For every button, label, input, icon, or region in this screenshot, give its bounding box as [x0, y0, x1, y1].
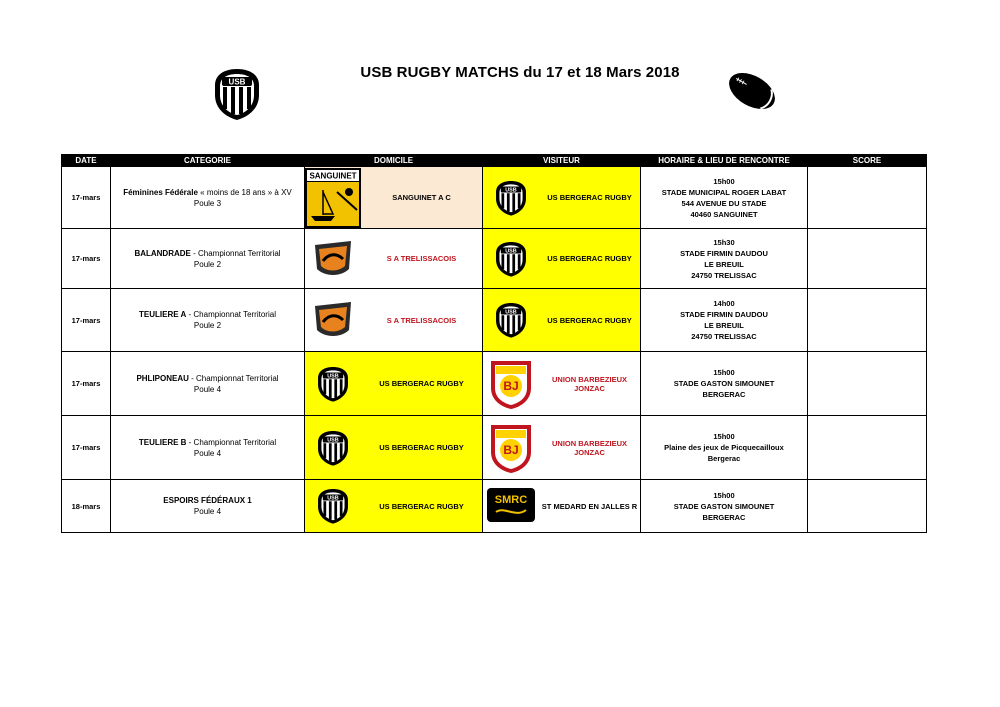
match-time: 15h00	[713, 432, 735, 441]
category-name: BALANDRADE	[134, 248, 191, 258]
venue-line: 24750 TRELISSAC	[691, 332, 757, 341]
venue-cell	[641, 352, 808, 416]
date-cell: 17-mars	[62, 289, 111, 352]
barbezieux-logo	[483, 422, 539, 474]
category-cell	[111, 289, 305, 352]
usb-logo	[483, 294, 539, 346]
venue-cell	[641, 416, 808, 480]
table-row	[62, 167, 927, 229]
column-header-score: SCORE	[808, 155, 927, 167]
home-team-cell	[305, 480, 483, 533]
away-team-cell	[483, 416, 641, 480]
match-time: 15h30	[713, 237, 735, 247]
table-row	[62, 352, 927, 416]
category-name: TEULIERE A	[139, 310, 187, 319]
away-team-cell	[483, 352, 641, 416]
category-cell	[111, 416, 305, 480]
category-detail: - Championnat Territorial	[186, 310, 276, 319]
usb-logo	[305, 480, 361, 532]
score-cell[interactable]	[808, 352, 927, 416]
date-cell: 17-mars	[62, 352, 111, 416]
home-team-cell	[305, 289, 483, 352]
usb-logo	[483, 233, 539, 285]
category-pool: Poule 4	[193, 384, 222, 394]
home-team-name: SANGUINET A C	[392, 193, 451, 202]
date-cell: 17-mars	[62, 167, 111, 229]
category-name: ESPOIRS FÉDÉRAUX 1	[163, 496, 252, 505]
venue-line: BERGERAC	[702, 390, 746, 399]
svg-text:BJ: BJ	[503, 442, 519, 457]
table-row	[62, 480, 927, 533]
category-cell	[111, 480, 305, 533]
home-team-cell	[305, 167, 483, 229]
smrc-logo	[483, 480, 539, 532]
home-team-cell	[305, 352, 483, 416]
away-team-name: UNION BARBEZIEUX JONZAC	[551, 438, 627, 457]
category-pool: Poule 4	[193, 448, 222, 458]
category-pool: Poule 2	[193, 259, 222, 269]
category-detail: - Championnat Territorial	[188, 373, 279, 383]
table-row	[62, 289, 927, 352]
table-header-row	[62, 155, 927, 167]
home-team-name: US BERGERAC RUGBY	[379, 501, 464, 511]
away-team-name: US BERGERAC RUGBY	[547, 315, 632, 325]
date-cell: 17-mars	[62, 229, 111, 289]
home-team-name: US BERGERAC RUGBY	[379, 379, 464, 388]
score-cell[interactable]	[808, 289, 927, 352]
away-team-name: ST MEDARD EN JALLES R	[541, 501, 638, 511]
rugby-ball-icon	[724, 66, 780, 121]
venue-cell	[641, 289, 808, 352]
away-team-cell	[483, 480, 641, 533]
table-row	[62, 416, 927, 480]
score-cell[interactable]	[808, 229, 927, 289]
match-time: 15h00	[713, 368, 735, 377]
column-header-horaire: HORAIRE & LIEU DE RENCONTRE	[641, 155, 808, 167]
home-team-cell	[305, 416, 483, 480]
category-detail: - Championnat Territorial	[190, 248, 281, 258]
svg-text:USB: USB	[327, 373, 339, 380]
away-team-name: US BERGERAC RUGBY	[547, 193, 632, 202]
column-header-domicile: DOMICILE	[305, 155, 483, 167]
match-time: 15h00	[713, 490, 735, 500]
away-team-cell	[483, 229, 641, 289]
category-cell	[111, 352, 305, 416]
matches-table	[61, 154, 927, 533]
usb-logo	[305, 358, 361, 410]
usb-logo	[305, 422, 361, 474]
page-title: USB RUGBY MATCHS du 17 et 18 Mars 2018	[360, 64, 680, 81]
venue-line: 24750 TRELISSAC	[691, 270, 757, 280]
home-team-cell	[305, 229, 483, 289]
venue-cell	[641, 167, 808, 229]
category-detail: - Championnat Territorial	[186, 437, 277, 447]
venue-line: STADE FIRMIN DAUDOU	[680, 310, 768, 319]
category-detail: « moins de 18 ans » à XV	[197, 187, 292, 197]
venue-line: STADE MUNICIPAL ROGER LABAT	[661, 187, 787, 197]
category-pool: Poule 2	[193, 321, 222, 330]
away-team-cell	[483, 167, 641, 229]
usb-logo	[483, 172, 539, 224]
away-team-name: US BERGERAC RUGBY	[547, 254, 632, 263]
home-team-name: US BERGERAC RUGBY	[379, 443, 464, 452]
score-cell[interactable]	[808, 416, 927, 480]
column-header-visiteur: VISITEUR	[483, 155, 641, 167]
category-name: TEULIERE B	[138, 437, 187, 447]
svg-text:USB: USB	[505, 309, 517, 316]
away-team-name: UNION BARBEZIEUX JONZAC	[551, 374, 627, 393]
venue-line: STADE GASTON SIMOUNET	[673, 501, 775, 511]
svg-text:USB: USB	[327, 495, 339, 502]
svg-text:BJ: BJ	[503, 378, 519, 393]
svg-text:USB: USB	[327, 437, 339, 444]
home-team-name: S A TRELISSACOIS	[386, 254, 457, 263]
svg-text:SANGUINET: SANGUINET	[309, 171, 357, 180]
column-header-date: DATE	[62, 155, 111, 167]
table-row	[62, 229, 927, 289]
trelissac-logo	[305, 233, 361, 285]
svg-text:USB: USB	[505, 248, 517, 255]
date-cell: 18-mars	[62, 480, 111, 533]
category-name: Féminines Fédérale	[123, 187, 198, 197]
venue-line: LE BREUIL	[704, 259, 744, 269]
category-cell	[111, 229, 305, 289]
venue-cell	[641, 480, 808, 533]
away-team-cell	[483, 289, 641, 352]
category-pool: Poule 3	[193, 198, 222, 208]
svg-text:USB: USB	[228, 77, 246, 87]
usb-crest-logo	[212, 67, 262, 126]
home-team-name: S A TRELISSACOIS	[386, 315, 457, 325]
score-cell[interactable]	[808, 167, 927, 229]
venue-line: Plaine des jeux de Picquecailloux	[664, 443, 784, 452]
venue-line: BERGERAC	[702, 512, 746, 522]
venue-line: 40460 SANGUINET	[690, 209, 758, 219]
score-cell[interactable]	[808, 480, 927, 533]
venue-cell	[641, 229, 808, 289]
svg-text:SMRC: SMRC	[494, 494, 528, 506]
trelissac-logo	[305, 294, 361, 346]
venue-line: Bergerac	[707, 454, 741, 463]
category-name: PHLIPONEAU	[136, 373, 189, 383]
venue-line: STADE FIRMIN DAUDOU	[680, 248, 768, 258]
venue-line: LE BREUIL	[704, 321, 744, 330]
barbezieux-logo	[483, 358, 539, 410]
venue-line: 544 AVENUE DU STADE	[681, 198, 767, 208]
column-header-categorie: CATEGORIE	[111, 155, 305, 167]
date-cell: 17-mars	[62, 416, 111, 480]
match-time: 14h00	[713, 299, 735, 308]
sanguinet-logo	[305, 172, 361, 224]
category-cell	[111, 167, 305, 229]
category-pool: Poule 4	[193, 507, 222, 516]
svg-text:USB: USB	[505, 187, 517, 194]
venue-line: STADE GASTON SIMOUNET	[673, 379, 775, 388]
match-time: 15h00	[713, 176, 735, 186]
